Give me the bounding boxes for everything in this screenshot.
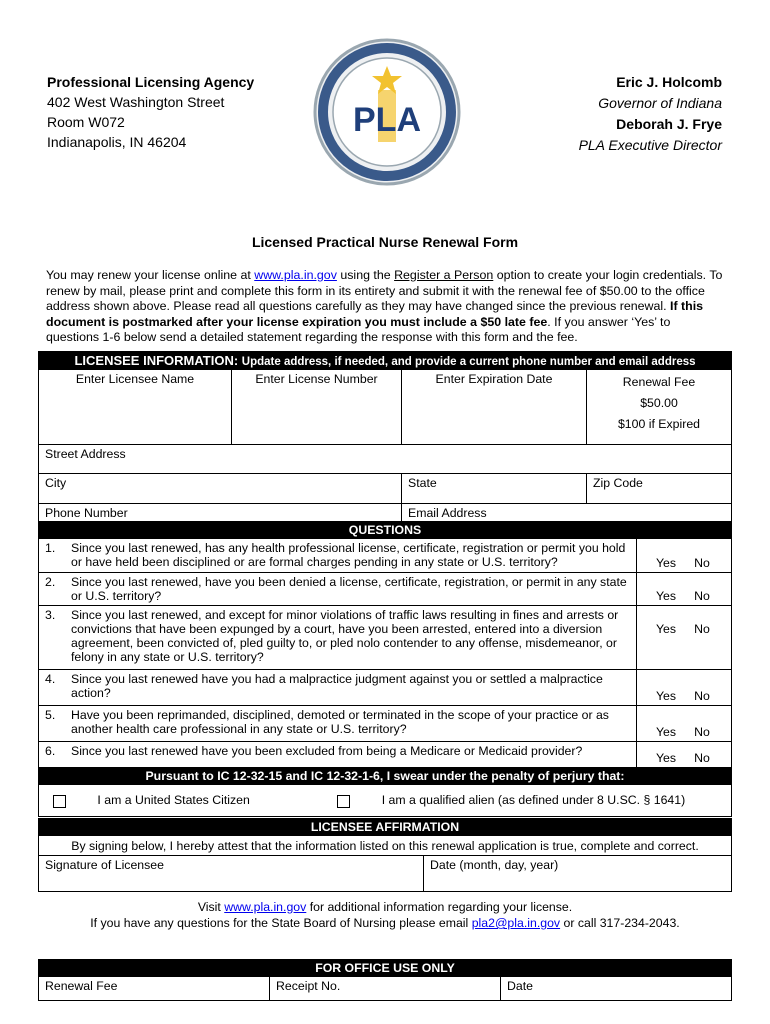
licensee-name-field[interactable]: Enter Licensee Name bbox=[39, 370, 232, 445]
footer-website-link[interactable]: www.pla.in.gov bbox=[224, 900, 307, 914]
yes-option[interactable]: Yes bbox=[655, 622, 677, 636]
affirmation-header: LICENSEE AFFIRMATION bbox=[39, 819, 732, 836]
register-a-person-text: Register a Person bbox=[394, 268, 494, 282]
question-1-text: Since you last renewed, has any health professional license, certificate, registration or permit you hold or have held been disciplined or are formal charges pending in any state or U.S. territory? bbox=[69, 539, 637, 573]
question-5-answer[interactable] bbox=[637, 706, 732, 742]
board-email-link[interactable]: pla2@pla.in.gov bbox=[471, 916, 561, 930]
affirmation-statement: By signing below, I hereby attest that the information listed on this renewal application is true, complete and correct. bbox=[39, 836, 732, 856]
qualified-alien-label: I am a qualified alien (as defined under 8 U.SC. § 1641) bbox=[381, 793, 686, 808]
question-5-text: Have you been reprimanded, disciplined, demoted or terminated in the scope of your practice or as another health care professional in any state or U.S. territory? bbox=[69, 706, 637, 742]
seal-text: PLA bbox=[353, 101, 421, 139]
email-address-field[interactable]: Email Address bbox=[402, 504, 732, 534]
state-field[interactable]: State bbox=[402, 474, 587, 504]
qualified-alien-checkbox[interactable] bbox=[337, 795, 350, 808]
licensee-info-header: LICENSEE INFORMATION: Update address, if needed, and provide a current phone number and email address bbox=[39, 352, 732, 370]
citizen-label: I am a United States Citizen bbox=[97, 793, 250, 808]
office-receipt-field[interactable]: Receipt No. bbox=[270, 977, 501, 1001]
question-4-answer[interactable] bbox=[637, 670, 732, 706]
questions-table: QUESTIONS 1. Since you last renewed, has any health professional license, certificate, registration or permit you hold or have held been disciplined or are formal charges pending in any state or U.S. territory? Yes No 2. Since you last renewed, have you been denied a license, certificate, registration, or permit in any state or U.S. territory? Yes No 3. Since you last renewed, and except for minor violations of traffic laws resulting in fines and arrests or convictions that have been expunged by a court, have you been arrested, entered into a diversion agreement, been convicted of, pled guilty to, or pled nolo contender to any offense, misdemeanor, or felony in any state or U.S. territory? Yes No 4. Since you last renewed have you had a malpractice judgment against you or settled a malpractice action? Yes No 5. Have you been reprimanded, disciplined, demoted or terminated in the scope of your practice or as another health care professional in any state or U.S. territory? Yes No 6. Since you last renewed have you been excluded from being a Medicare or Medicaid provider? Yes No Pursuant to IC 12-32-15 and IC 12-32-1-6, I swear under the penalty of perjury that: I am a United States Citizen I am a qualified alien (as defined under 8 U.SC. § 1641) bbox=[38, 521, 732, 817]
questions-header: QUESTIONS bbox=[39, 522, 732, 539]
expiration-date-field[interactable]: Enter Expiration Date bbox=[402, 370, 587, 445]
no-option[interactable]: No bbox=[694, 689, 710, 703]
office-use-header: FOR OFFICE USE ONLY bbox=[39, 960, 732, 977]
question-3-text: Since you last renewed, and except for minor violations of traffic laws resulting in fines and arrests or convictions that have been expunged by a court, have you been arrested, entered into a diversion agreement, been convicted of, pled guilty to, or pled nolo contender to any offense, misdemeanor, or felony in any state or U.S. territory? bbox=[69, 606, 637, 670]
late-fee-notice: If this document is postmarked after your license expiration you must include a $50 late fee bbox=[46, 299, 704, 329]
agency-address-block bbox=[47, 72, 254, 152]
agency-room: Room W072 bbox=[47, 114, 125, 130]
question-4-text: Since you last renewed have you had a malpractice judgment against you or settled a malpractice action? bbox=[69, 670, 637, 706]
question-6-text: Since you last renewed have you been excluded from being a Medicare or Medicaid provider? bbox=[69, 742, 637, 768]
yes-option[interactable]: Yes bbox=[655, 589, 677, 603]
question-2-text: Since you last renewed, have you been denied a license, certificate, registration, or permit in any state or U.S. territory? bbox=[69, 573, 637, 606]
agency-street: 402 West Washington Street bbox=[47, 94, 225, 110]
no-option[interactable]: No bbox=[694, 556, 710, 570]
pla-website-link[interactable]: www.pla.in.gov bbox=[254, 268, 337, 282]
perjury-oath-header: Pursuant to IC 12-32-15 and IC 12-32-1-6, I swear under the penalty of perjury that: bbox=[39, 768, 732, 785]
director-title: PLA Executive Director bbox=[578, 137, 722, 153]
question-1-answer[interactable] bbox=[637, 539, 732, 573]
office-renewal-fee-field[interactable]: Renewal Fee bbox=[39, 977, 270, 1001]
governor-title: Governor of Indiana bbox=[598, 95, 722, 111]
signature-date-field[interactable]: Date (month, day, year) bbox=[424, 856, 732, 892]
zip-code-field[interactable]: Zip Code bbox=[587, 474, 732, 504]
officials-block bbox=[579, 72, 722, 156]
office-date-field[interactable]: Date bbox=[501, 977, 732, 1001]
signature-field[interactable]: Signature of Licensee bbox=[39, 856, 424, 892]
phone-number-field[interactable]: Phone Number bbox=[39, 504, 402, 534]
citizen-checkbox[interactable] bbox=[53, 795, 66, 808]
governor-name: Eric J. Holcomb bbox=[616, 74, 722, 90]
pla-seal-logo bbox=[312, 28, 462, 196]
no-option[interactable]: No bbox=[694, 589, 710, 603]
agency-city: Indianapolis, IN 46204 bbox=[47, 134, 187, 150]
no-option[interactable]: No bbox=[694, 725, 710, 739]
director-name: Deborah J. Frye bbox=[616, 116, 722, 132]
question-2-answer[interactable] bbox=[637, 573, 732, 606]
yes-option[interactable]: Yes bbox=[655, 556, 677, 570]
city-field[interactable]: City bbox=[39, 474, 402, 504]
question-6-answer[interactable] bbox=[637, 742, 732, 768]
office-use-table bbox=[38, 959, 732, 1001]
no-option[interactable]: No bbox=[694, 622, 710, 636]
question-3-answer[interactable] bbox=[637, 606, 732, 670]
street-address-field[interactable]: Street Address bbox=[39, 445, 732, 474]
agency-name: Professional Licensing Agency bbox=[47, 74, 255, 90]
form-title: Licensed Practical Nurse Renewal Form bbox=[251, 234, 519, 250]
renewal-fee-cell: Renewal Fee $50.00 $100 if Expired bbox=[587, 370, 732, 445]
license-number-field[interactable]: Enter License Number bbox=[232, 370, 402, 445]
citizenship-row bbox=[39, 785, 732, 817]
yes-option[interactable]: Yes bbox=[655, 751, 677, 765]
yes-option[interactable]: Yes bbox=[655, 725, 677, 739]
footer-contact: Visit www.pla.in.gov for additional information regarding your license. If you have any questions for the State Board of Nursing please email pla2@pla.in.gov or call 317-234-2043. bbox=[90, 900, 680, 930]
yes-option[interactable]: Yes bbox=[655, 689, 677, 703]
affirmation-table bbox=[38, 818, 732, 892]
licensee-information-table bbox=[38, 351, 732, 534]
intro-paragraph: You may renew your license online at www.pla.in.gov using the Register a Person option to create your login credentials. To renew by mail, please print and complete this form in its entirety and submit it with the renewal fee of $50.00 to the office address shown above. Please read all questions carefully as they may have changed since the previous renewal. If this document is postmarked after your license expiration you must include a $50 late fee. If you answer ‘Yes’ to questions 1-6 below send a detailed statement regarding the response with this form and the fee. bbox=[46, 268, 723, 344]
no-option[interactable]: No bbox=[694, 751, 710, 765]
